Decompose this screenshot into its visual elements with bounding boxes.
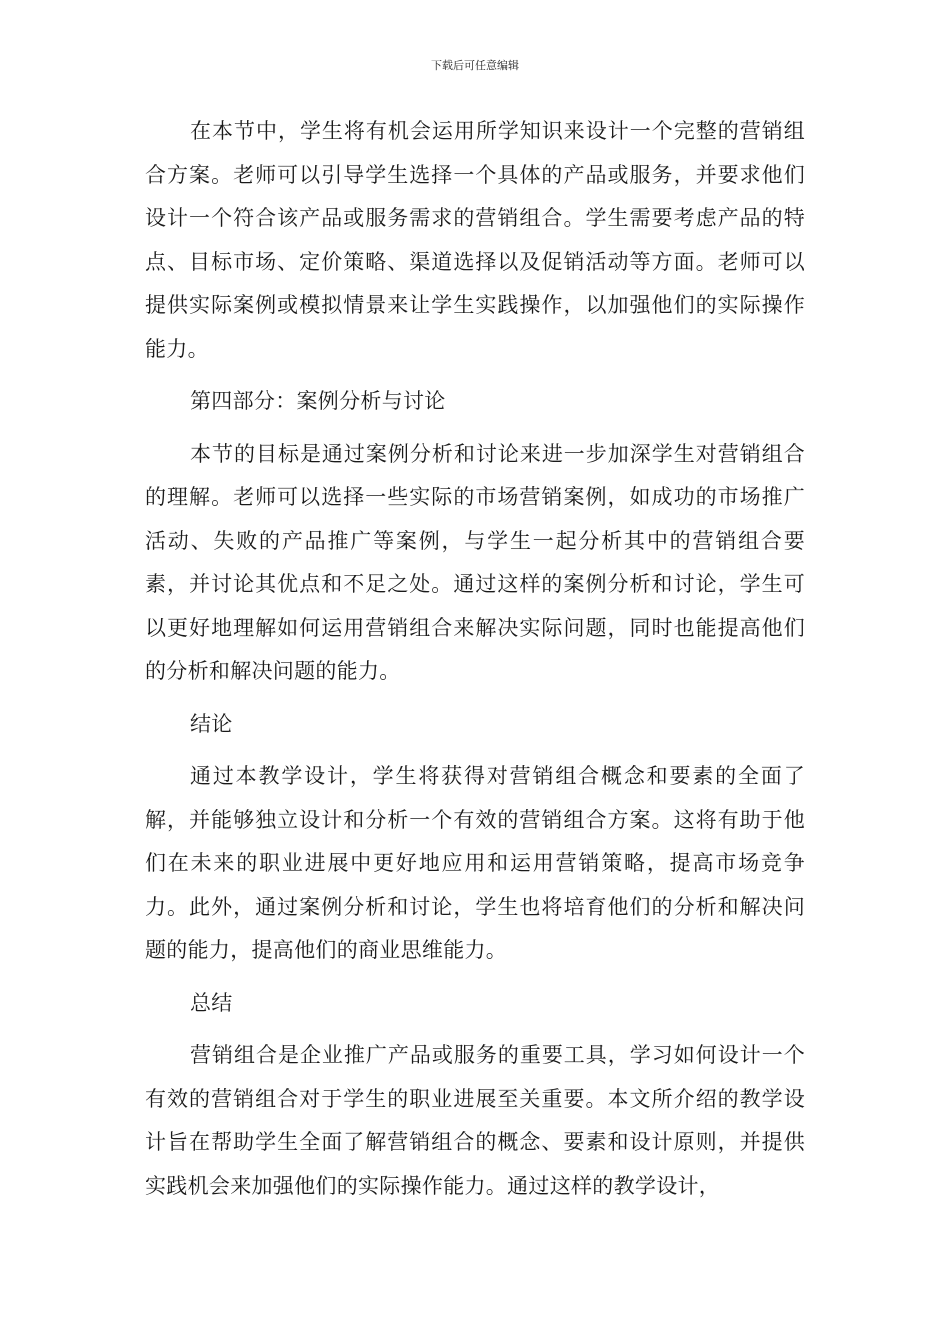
document-body [145,110,805,1217]
paragraph-conclusion: 通过本教学设计，学生将获得对营销组合概念和要素的全面了解，并能够独立设计和分析一个有效的营销组合方案。这将有助于他们在未来的职业进展中更好地应用和运用营销策略，提高市场竞争力。此外，通过案例分析和讨论，学生也将培育他们的分析和解决问题的能力，提高他们的商业思维能力。 [145,764,805,962]
page-header: 下载后可任意编辑 [431,59,519,72]
paragraph-summary: 营销组合是企业推广产品或服务的重要工具，学习如何设计一个有效的营销组合对于学生的职业进展至关重要。本文所介绍的教学设计旨在帮助学生全面了解营销组合的概念、要素和设计原则，并提供实践机会来加强他们的实际操作能力。通过这样的教学设计， [145,1043,805,1198]
section-heading-summary: 总结 [190,990,233,1015]
paragraph-case-analysis: 本节的目标是通过案例分析和讨论来进一步加深学生对营销组合的理解。老师可以选择一些实际的市场营销案例，如成功的市场推广活动、失败的产品推广等案例，与学生一起分析其中的营销组合要素，并讨论其优点和不足之处。通过这样的案例分析和讨论，学生可以更好地理解如何运用营销组合来解决实际问题，同时也能提高他们的分析和解决问题的能力。 [145,441,805,683]
paragraph-practice: 在本节中，学生将有机会运用所学知识来设计一个完整的营销组合方案。老师可以引导学生选择一个具体的产品或服务，并要求他们设计一个符合该产品或服务需求的营销组合。学生需要考虑产品的特点、目标市场、定价策略、渠道选择以及促销活动等方面。老师可以提供实际案例或模拟情景来让学生实践操作，以加强他们的实际操作能力。 [145,119,805,361]
section-heading-conclusion: 结论 [190,711,233,736]
section-heading-part-four: 第四部分：案例分析与讨论 [190,389,446,413]
